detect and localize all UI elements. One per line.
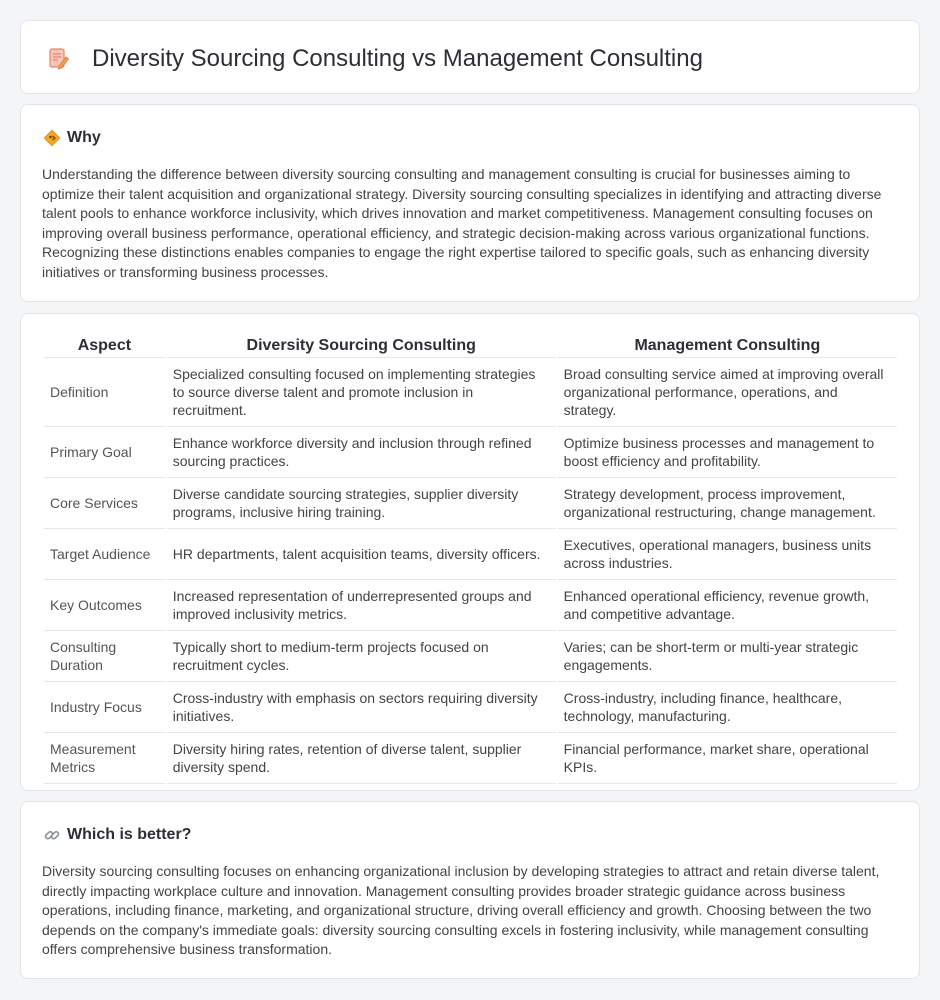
row-diversity-value: Diverse candidate sourcing strategies, supplier diversity programs, inclusive hiring training. [167, 478, 556, 529]
title-card [20, 20, 920, 94]
row-diversity-value: Typically short to medium-term projects focused on recruitment cycles. [167, 631, 556, 682]
table-header-row [44, 334, 897, 358]
diamond-sign-icon [43, 129, 61, 147]
row-aspect: Primary Goal [44, 427, 165, 478]
row-aspect: Key Outcomes [44, 580, 165, 631]
row-diversity-value: Increased representation of underrepresented groups and improved inclusivity metrics. [167, 580, 556, 631]
row-management-value: Executives, operational managers, business units across industries. [558, 529, 897, 580]
row-aspect: Target Audience [44, 529, 165, 580]
row-management-value: Optimize business processes and management to boost efficiency and profitability. [558, 427, 897, 478]
row-aspect: Definition [44, 358, 165, 427]
why-section [20, 104, 920, 302]
row-aspect: Core Services [44, 478, 165, 529]
document-pencil-icon [48, 47, 70, 71]
comparison-table [42, 334, 899, 784]
row-diversity-value: Enhance workforce diversity and inclusion through refined sourcing practices. [167, 427, 556, 478]
header-diversity-sourcing: Diversity Sourcing Consulting [167, 334, 556, 358]
which-heading-row [43, 826, 191, 844]
link-icon [43, 826, 61, 844]
row-management-value: Cross-industry, including finance, healthcare, technology, manufacturing. [558, 682, 897, 733]
row-diversity-value: Specialized consulting focused on implementing strategies to source diverse talent and promote inclusion in recruitment. [167, 358, 556, 427]
header-management: Management Consulting [558, 334, 897, 358]
row-management-value: Enhanced operational efficiency, revenue growth, and competitive advantage. [558, 580, 897, 631]
which-text: Diversity sourcing consulting focuses on enhancing organizational inclusion by developing strategies to attract and retain diverse talent, directly impacting workplace culture and innovation. Management consulting provides broader strategic guidance across business operations, including finance, marketing, and organizational structure, driving overall efficiency and growth. Choosing between the two depends on the company's immediate goals: diversity sourcing consulting excels in fostering inclusivity, while management consulting offers comprehensive business transformation. [42, 863, 880, 958]
table-row [44, 529, 897, 580]
row-management-value: Strategy development, process improvement, organizational restructuring, change management. [558, 478, 897, 529]
header-aspect: Aspect [44, 334, 165, 358]
row-aspect: Measurement Metrics [44, 733, 165, 784]
row-management-value: Varies; can be short-term or multi-year strategic engagements. [558, 631, 897, 682]
row-management-value: Broad consulting service aimed at improving overall organizational performance, operations, and strategy. [558, 358, 897, 427]
table-row [44, 733, 897, 784]
comparison-table-card [20, 313, 920, 791]
row-diversity-value: HR departments, talent acquisition teams, diversity officers. [167, 529, 556, 580]
table-row [44, 478, 897, 529]
table-row [44, 631, 897, 682]
table-row [44, 580, 897, 631]
table-row [44, 358, 897, 427]
why-heading-row [43, 129, 101, 147]
row-aspect: Industry Focus [44, 682, 165, 733]
which-heading: Which is better? [67, 826, 192, 843]
row-diversity-value: Cross-industry with emphasis on sectors requiring diversity initiatives. [167, 682, 556, 733]
table-row [44, 427, 897, 478]
row-aspect: Consulting Duration [44, 631, 165, 682]
page-title: Diversity Sourcing Consulting vs Management Consulting [92, 45, 703, 72]
table-row [44, 682, 897, 733]
why-heading: Why [67, 129, 101, 146]
why-text: Understanding the difference between diversity sourcing consulting and management consulting is crucial for businesses aiming to optimize their talent acquisition and organizational strategy. Diversity sourcing consulting specializes in identifying and attracting diverse talent pools to enhance workforce inclusivity, which drives innovation and market competitiveness. Management consulting focuses on improving overall business performance, operational efficiency, and strategic decision-making across various organizational functions. Recognizing these distinctions enables companies to engage the right expertise tailored to specific goals, such as enhancing diversity initiatives or transforming business processes. [42, 166, 882, 280]
which-section [20, 801, 920, 979]
row-management-value: Financial performance, market share, operational KPIs. [558, 733, 897, 784]
row-diversity-value: Diversity hiring rates, retention of diverse talent, supplier diversity spend. [167, 733, 556, 784]
